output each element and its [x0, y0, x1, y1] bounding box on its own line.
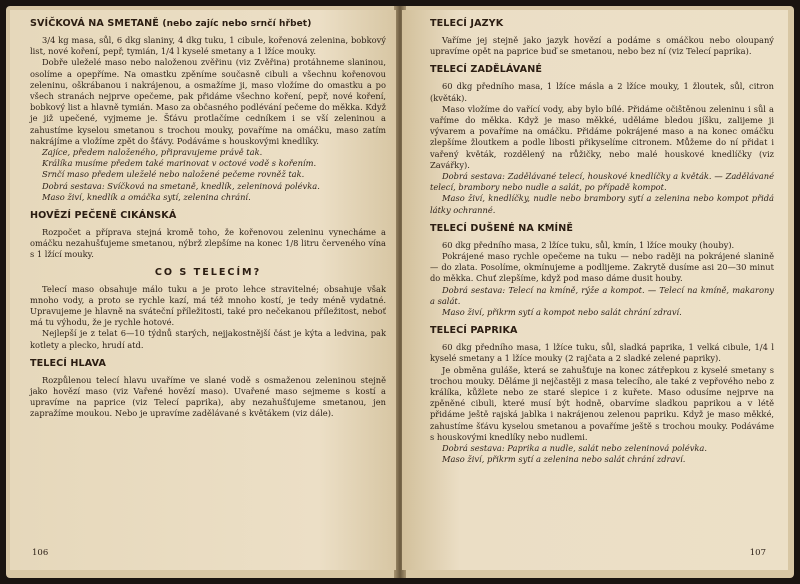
- paragraph: Dobře uleželé maso nebo naloženou zvěřinu (viz Zvěřina) protáhneme slaninou, osolíme a opepříme. Na omastku zpěníme současně cibuli a všechnu kořenovou zeleninu, oškrábanou i nakrájenou, a osmažíme ji, maso vložíme do omastku a po všech stranách nejprve opečeme, pak přidáme všechno koření, pepř, nové koření, bobkový list a hlavně tymián. Maso za občasného podlévání pečeme do měkka. Když je již upečené, vyjmeme je. Šťávu protlačíme cedníkem i se vší zeleninou a zahustíme kyselou smetanou s trochou mouky, povaříme na omáčku, maso zatím nakrájíme a vložíme zpět do šťávy. Podáváme s houskovými knedlíky.: [30, 57, 386, 146]
- recipe-title: HOVĚZÍ PEČENĚ CIKÁNSKÁ: [30, 210, 177, 222]
- paragraph: Rozpůlenou telecí hlavu uvaříme ve slané vodě s osmaženou zeleninou stejně jako hovězí maso (viz Vařené hovězí maso). Uvařené maso sejmeme s kostí a upravíme na paprice (viz Telecí paprika), aby nezahušťujeme smetanou, jen zapražíme moukou. Nebo je upravíme zadělávané s květákem (viz dále).: [30, 374, 386, 419]
- right-page-content: [430, 18, 774, 466]
- serving-suggestion: Dobrá sestava: Paprika a nudle, salát nebo zeleninová polévka.: [442, 443, 707, 454]
- recipe-title: SVÍČKOVÁ NA SMETANĚ (nebo zajíc nebo srnčí hřbet): [30, 18, 312, 29]
- paragraph: Pokrájené maso rychle opečeme na tuku — nebo raději na pokrájené slanině — do zlata. Posolíme, okmínujeme a podlijeme. Zakrytě dusíme asi 20—30 minut do měkka. Chuť zlepšíme, když pod maso dáme dusit houby.: [430, 251, 774, 284]
- ingredients: 60 dkg předního masa, 2 lžíce tuku, sůl, kmín, 1 lžíce mouky (houby).: [442, 239, 735, 250]
- ingredients: 60 dkg předního masa, 1 lžíce tuku, sůl, sladká paprika, 1 velká cibule, 1/4 l kyselé smetany a 1 lžíce mouky (2 rajčata a 2 sladké zelené papriky).: [430, 342, 774, 364]
- paragraph: Rozpočet a příprava stejná kromě toho, že kořenovou zeleninu vynecháme a omáčku nezahušťujeme smetanou, nýbrž zlepšíme na konec 1/8 litru červeného vína s 1 lžící mouky.: [30, 227, 386, 260]
- recipe-subtitle: (nebo zajíc nebo srnčí hřbet): [162, 19, 312, 29]
- page-number: 106: [32, 548, 49, 558]
- paragraph: Vaříme jej stejně jako jazyk hovězí a podáme s omáčkou nebo oloupaný upravíme opět na paprice buď se smetanou, nebo bez ní (viz Telecí paprika).: [430, 35, 774, 57]
- recipe-title: TELECÍ PAPRIKA: [430, 325, 518, 337]
- serving-suggestion: Dobrá sestava: Telecí na kmíně, rýže a kompot. — Telecí na kmíně, makarony a salát.: [430, 284, 774, 306]
- open-book: [6, 6, 794, 578]
- chapter-heading: CO S TELECÍM?: [154, 266, 262, 278]
- serving-suggestion: Dobrá sestava: Svíčková na smetaně, knedlík, zeleninová polévka.: [42, 180, 320, 191]
- ingredients: 60 dkg předního masa, 1 lžíce másla a 2 lžíce mouky, 1 žloutek, sůl, citron (květák).: [430, 81, 774, 103]
- page-number: 107: [749, 548, 766, 558]
- serving-note: Maso živí, přikrm sytí a kompot nebo salát chrání zdraví.: [442, 307, 682, 318]
- paragraph: Srnčí maso předem uleželé nebo naložené pečeme rovněž tak.: [42, 169, 305, 180]
- paragraph: Králíka musíme předem také marinovat v octové vodě s kořením.: [42, 158, 317, 169]
- paragraph: Telecí maso obsahuje málo tuku a je proto lehce stravitelné; obsahuje však mnoho vody, a proto se rychle kazí, má též mnoho kostí, je tedy méně vydatné. Upravujeme je hlavně na sváteční příležitosti, také pro nečekanou příležitost, neboť má tu výhodu, že je rychle hotové.: [30, 283, 386, 328]
- ingredients: 3/4 kg masa, sůl, 6 dkg slaniny, 4 dkg tuku, 1 cibule, kořenová zelenina, bobkový list, nové koření, pepř, tymián, 1/4 l kyselé smetany a 1 lžíce mouky.: [30, 35, 386, 57]
- serving-note: Maso živí, knedlíčky, nudle nebo brambory sytí a zelenina nebo kompot přidá látky ochranné.: [430, 193, 774, 215]
- paragraph: Je obměna guláše, která se zahušťuje na konec zátřepkou z kyselé smetany s trochou mouky. Děláme ji nejčastěji z masa telecího, ale také z vepřového nebo z králíka, kůžlete nebo ze staré slepice i z kuřete. Maso odusíme nejprve na zpěněné cibuli, které musí být hodně, obarvíme sladkou paprikou a v létě přidáme ještě rajská jablka i nakrájenou zelenou papriku. Když je maso měkké, zahustíme šťávu kyselou smetanou a povaříme ještě s trochou mouky. Podáváme s houskovými knedlíky nebo nudlemi.: [430, 364, 774, 442]
- paragraph: Zajíce, předem naloženého, připravujeme právě tak.: [42, 147, 263, 158]
- recipe-title: TELECÍ DUŠENÉ NA KMÍNĚ: [430, 222, 573, 234]
- serving-note: Maso živí, přikrm sytí a zelenina nebo salát chrání zdraví.: [442, 454, 686, 465]
- recipe-title: TELECÍ ZADĚLÁVANÉ: [430, 64, 542, 76]
- paragraph: Nejlepší je z telat 6—10 týdnů starých, nejjakostnější část je kýta a ledvina, pak kotlety a plecko, hrudí atd.: [30, 328, 386, 350]
- serving-note: Maso živí, knedlík a omáčka sytí, zelenina chrání.: [42, 191, 251, 202]
- recipe-title: TELECÍ HLAVA: [30, 357, 107, 369]
- paragraph: Maso vložíme do vařící vody, aby bylo bílé. Přidáme očištěnou zeleninu i sůl a vaříme do měkka. Když je maso měkké, uděláme bledou jíšku, zalijeme ji vývarem a povaříme na omáčku. Přidáme pokrájené maso a na konec omáčku zlepšíme žloutkem a podle libosti přikyselíme citronem. Můžeme do ní přidat i vařený květák, rozdělený na růžičky, nebo malé houskové knedlíčky (viz Zavářky).: [430, 103, 774, 170]
- recipe-title: TELECÍ JAZYK: [430, 18, 504, 29]
- serving-suggestion: Dobrá sestava: Zadělávané telecí, houskové knedlíčky a květák. — Zadělávané telecí, brambory nebo nudle a salát, po případě kompot.: [430, 171, 774, 193]
- right-page: [402, 10, 788, 570]
- left-page-content: [30, 18, 386, 420]
- left-page: [10, 10, 396, 570]
